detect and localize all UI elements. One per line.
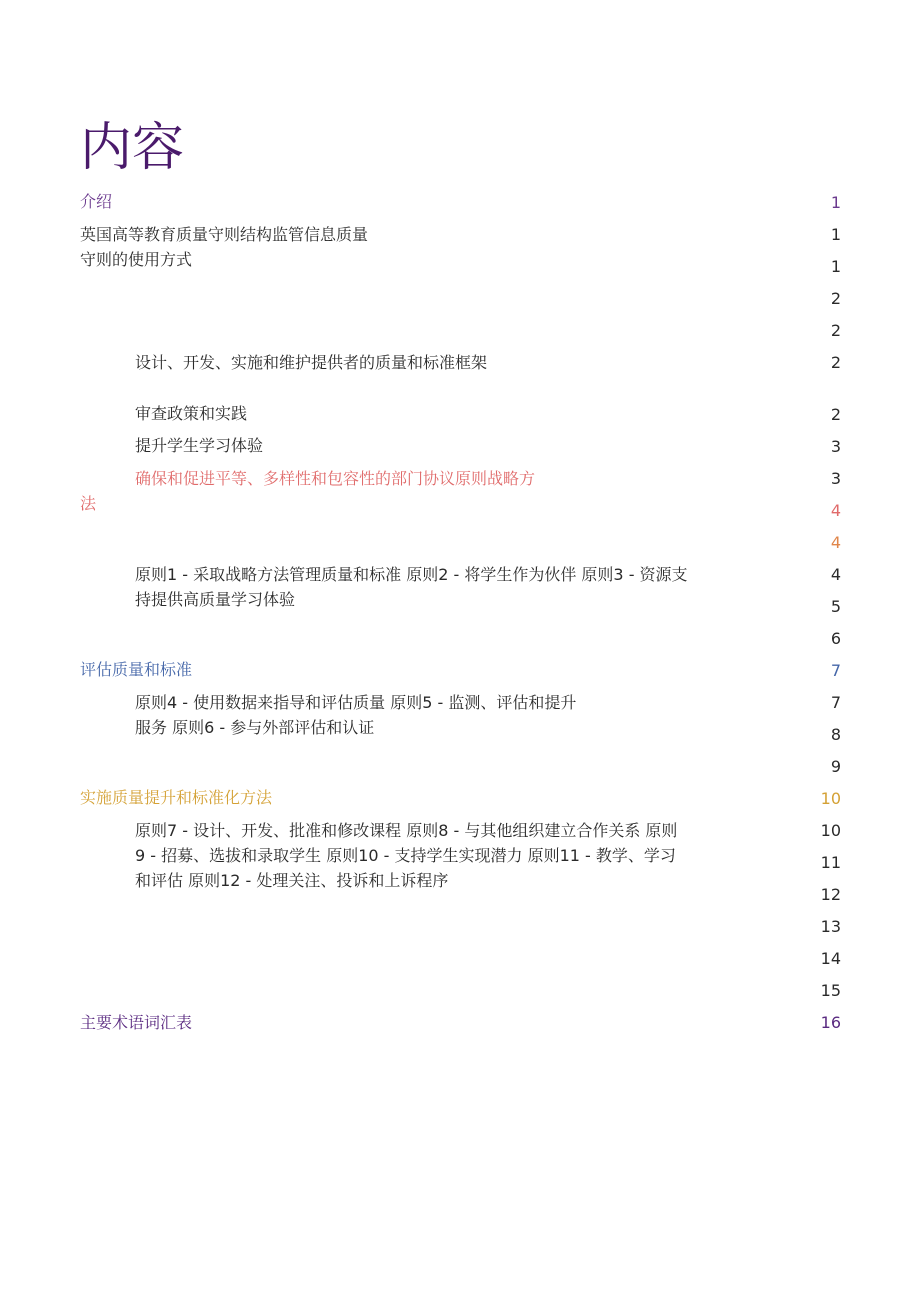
page-number: 9 [830,757,841,776]
page-number: 16 [820,1013,841,1032]
page-number: 3 [830,437,841,456]
toc-entry-evaluate[interactable]: 评估质量和标准 [80,660,193,679]
page-number: 5 [830,597,841,616]
page-number: 1 [830,257,841,276]
page-number: 7 [830,661,841,680]
page-number: 8 [830,725,841,744]
page-number: 6 [830,629,841,648]
page-number: 14 [820,949,841,968]
page-number: 10 [820,789,841,808]
toc-entry-principles-1-3[interactable]: 原则1 - 采取战略方法管理质量和标准 原则2 - 将学生作为伙伴 原则3 - 资源支 持提供高质量学习体验 [135,565,688,609]
page-number: 4 [830,533,841,552]
page-number: 1 [830,193,841,212]
toc-entry-implement[interactable]: 实施质量提升和标准化方法 [80,788,273,807]
toc-entry-uk-quality[interactable]: 英国高等教育质量守则结构监管信息质量 守则的使用方式 [80,225,369,269]
page-number: 2 [830,353,841,372]
page-number: 1 [830,225,841,244]
toc-entry-equality[interactable]: 确保和促进平等、多样性和包容性的部门协议原则战略方 [135,469,536,488]
toc-entry-glossary[interactable]: 主要术语词汇表 [80,1013,193,1032]
toc-entry-method[interactable]: 法 [80,494,97,513]
page-number: 2 [830,321,841,340]
page-number: 7 [830,693,841,712]
page-number: 4 [830,565,841,584]
page-number: 2 [830,289,841,308]
toc-entry-intro[interactable]: 介绍 [80,192,113,211]
toc-entry-principles-7-12[interactable]: 原则7 - 设计、开发、批准和修改课程 原则8 - 与其他组织建立合作关系 原则 9 - 招募、选拔和录取学生 原则10 - 支持学生实现潜力 原则11 - 教学、学习 和评估 原则12 - 处理关注、投诉和上诉程序 [135,821,678,890]
toc-entry-review[interactable]: 审查政策和实践 [135,404,248,423]
page-number: 13 [820,917,841,936]
page-number: 10 [820,821,841,840]
toc-entry-principles-4-6[interactable]: 原则4 - 使用数据来指导和评估质量 原则5 - 监测、评估和提升 服务 原则6 - 参与外部评估和认证 [135,693,577,737]
page-number: 12 [820,885,841,904]
page-number: 15 [820,981,841,1000]
page-number: 4 [830,501,841,520]
page-number: 11 [820,853,841,872]
page-title: 内容 [80,117,185,178]
page-number: 3 [830,469,841,488]
toc-entry-framework[interactable]: 设计、开发、实施和维护提供者的质量和标准框架 [135,353,488,372]
page-number: 2 [830,405,841,424]
toc-entry-enhance[interactable]: 提升学生学习体验 [135,436,264,455]
